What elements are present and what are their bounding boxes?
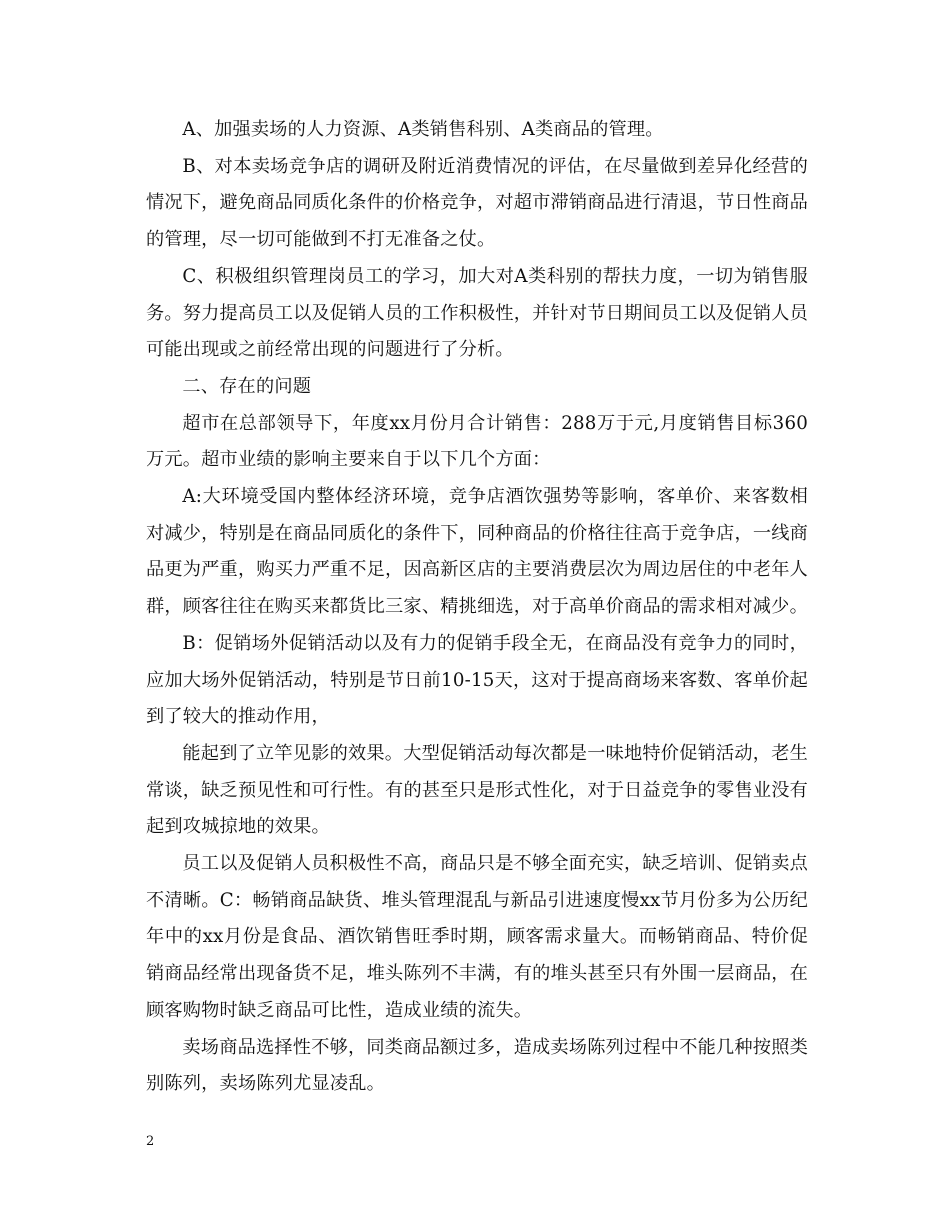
- paragraph-sales-summary: 超市在总部领导下，年度xx月份月合计销售：288万于元,月度销售目标360万元。超市业绩的影响主要来自于以下几个方面：: [146, 412, 808, 471]
- paragraph-a-hr-management: A、加强卖场的人力资源、A类销售科别、A类商品的管理。: [182, 119, 664, 140]
- paragraph-b-promotion: B：促销场外促销活动以及有力的促销手段全无，在商品没有竞争力的同时，应加大场外促销活动，特别是节日前10-15天，这对于提高商场来客数、客单价起到了较大的推动作用，: [146, 632, 808, 728]
- section-heading-existing-problems: 二、存在的问题: [182, 375, 312, 397]
- page-number: 2: [146, 1134, 155, 1149]
- paragraph-promotion-effect: 能起到了立竿见影的效果。大型促销活动每次都是一味地特价促销活动，老生常谈，缺乏预见性和可行性。有的甚至只是形式性化，对于日益竞争的零售业没有起到攻城掠地的效果。: [146, 742, 808, 838]
- paragraph-a-economic-environment: A:大环境受国内整体经济环境，竞争店酒饮强势等影响，客单价、来客数相对减少，特别是在商品同质化的条件下，同种商品的价格往往高于竞争店，一线商品更为严重，购买力严重不足，因高新区店的主要消费层次为周边居住的中老年人群，顾客往往在购买来都货比三家、精挑细选，对于高单价商品的需求相对减少。: [146, 486, 808, 618]
- document-page: [146, 112, 808, 1103]
- paragraph-b-competitor-research: B、对本卖场竞争店的调研及附近消费情况的评估，在尽量做到差异化经营的情况下，避免商品同质化条件的价格竞争，对超市滞销商品进行清退，节日性商品的管理，尽一切可能做到不打无准备之仗。: [146, 155, 808, 251]
- paragraph-c-stock-shortage: 员工以及促销人员积极性不高，商品只是不够全面充实，缺乏培训、促销卖点不清晰。C：畅销商品缺货、堆头管理混乱与新品引进速度慢xx节月份多为公历纪年中的xx月份是食品、酒饮销售旺季时期，顾客需求量大。而畅销商品、特价促销商品经常出现备货不足，堆头陈列不丰满，有的堆头甚至只有外围一层商品，在顾客购物时缺乏商品可比性，造成业绩的流失。: [146, 853, 808, 1021]
- paragraph-c-staff-training: C、积极组织管理岗员工的学习，加大对A类科别的帮扶力度，一切为销售服务。努力提高员工以及促销人员的工作积极性，并针对节日期间员工以及促销人员可能出现或之前经常出现的问题进行了分析。: [146, 265, 808, 361]
- paragraph-product-selection: 卖场商品选择性不够，同类商品额过多，造成卖场陈列过程中不能几种按照类别陈列，卖场陈列尤显凌乱。: [146, 1036, 808, 1095]
